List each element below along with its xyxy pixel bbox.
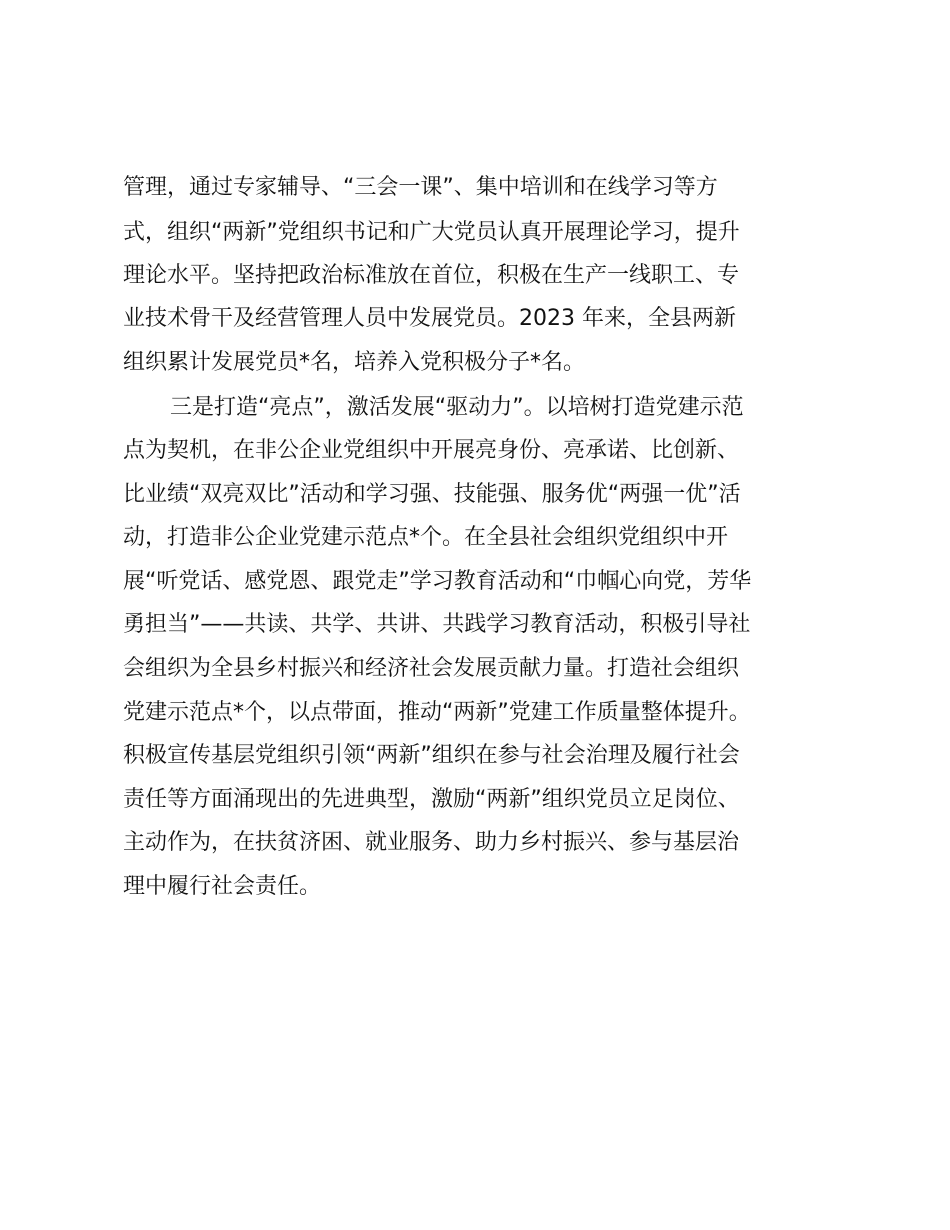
paragraph-line: 动，打造非公企业党建示范点*个。在全县社会组织党组织中开 [123, 525, 729, 550]
paragraph-line: 展“听党话、感党恩、跟党走”学习教育活动和“巾帼心向党，芳华 [123, 569, 752, 594]
paragraph-line: 式，组织“两新”党组织书记和广大党员认真开展理论学习，提升 [123, 220, 740, 245]
paragraph-line: 业技术骨干及经营管理人员中发展党员。2023 年来，全县两新 [123, 306, 736, 331]
paragraph-line: 比业绩“双亮双比”活动和学习强、技能强、服务优“两强一优”活 [123, 482, 741, 507]
paragraph-line: 组织累计发展党员*名，培养入党积极分子*名。 [123, 350, 586, 375]
paragraph-line: 理中履行社会责任。 [123, 874, 322, 899]
paragraph-line: 管理，通过专家辅导、“三会一课”、集中培训和在线学习等方 [123, 175, 718, 200]
paragraph-line: 理论水平。坚持把政治标准放在首位，积极在生产一线职工、专 [123, 263, 740, 288]
paragraph-line: 勇担当”——共读、共学、共讲、共践学习教育活动，积极引导社 [123, 612, 751, 637]
paragraph-line: 主动作为，在扶贫济困、就业服务、助力乡村振兴、参与基层治 [123, 830, 740, 855]
paragraph-line: 会组织为全县乡村振兴和经济社会发展贡献力量。打造社会组织 [123, 656, 740, 681]
paragraph-line: 责任等方面涌现出的先进典型，激励“两新”组织党员立足岗位、 [123, 787, 740, 812]
paragraph-line: 党建示范点*个，以点带面，推动“两新”党建工作质量整体提升。 [123, 700, 751, 725]
paragraph-line: 积极宣传基层党组织引领“两新”组织在参与社会治理及履行社会 [123, 743, 740, 768]
paragraph-line: 三是打造“亮点”，激活发展“驱动力”。以培树打造党建示范 [170, 395, 744, 420]
paragraph-line: 点为契机，在非公企业党组织中开展亮身份、亮承诺、比创新、 [123, 438, 740, 463]
